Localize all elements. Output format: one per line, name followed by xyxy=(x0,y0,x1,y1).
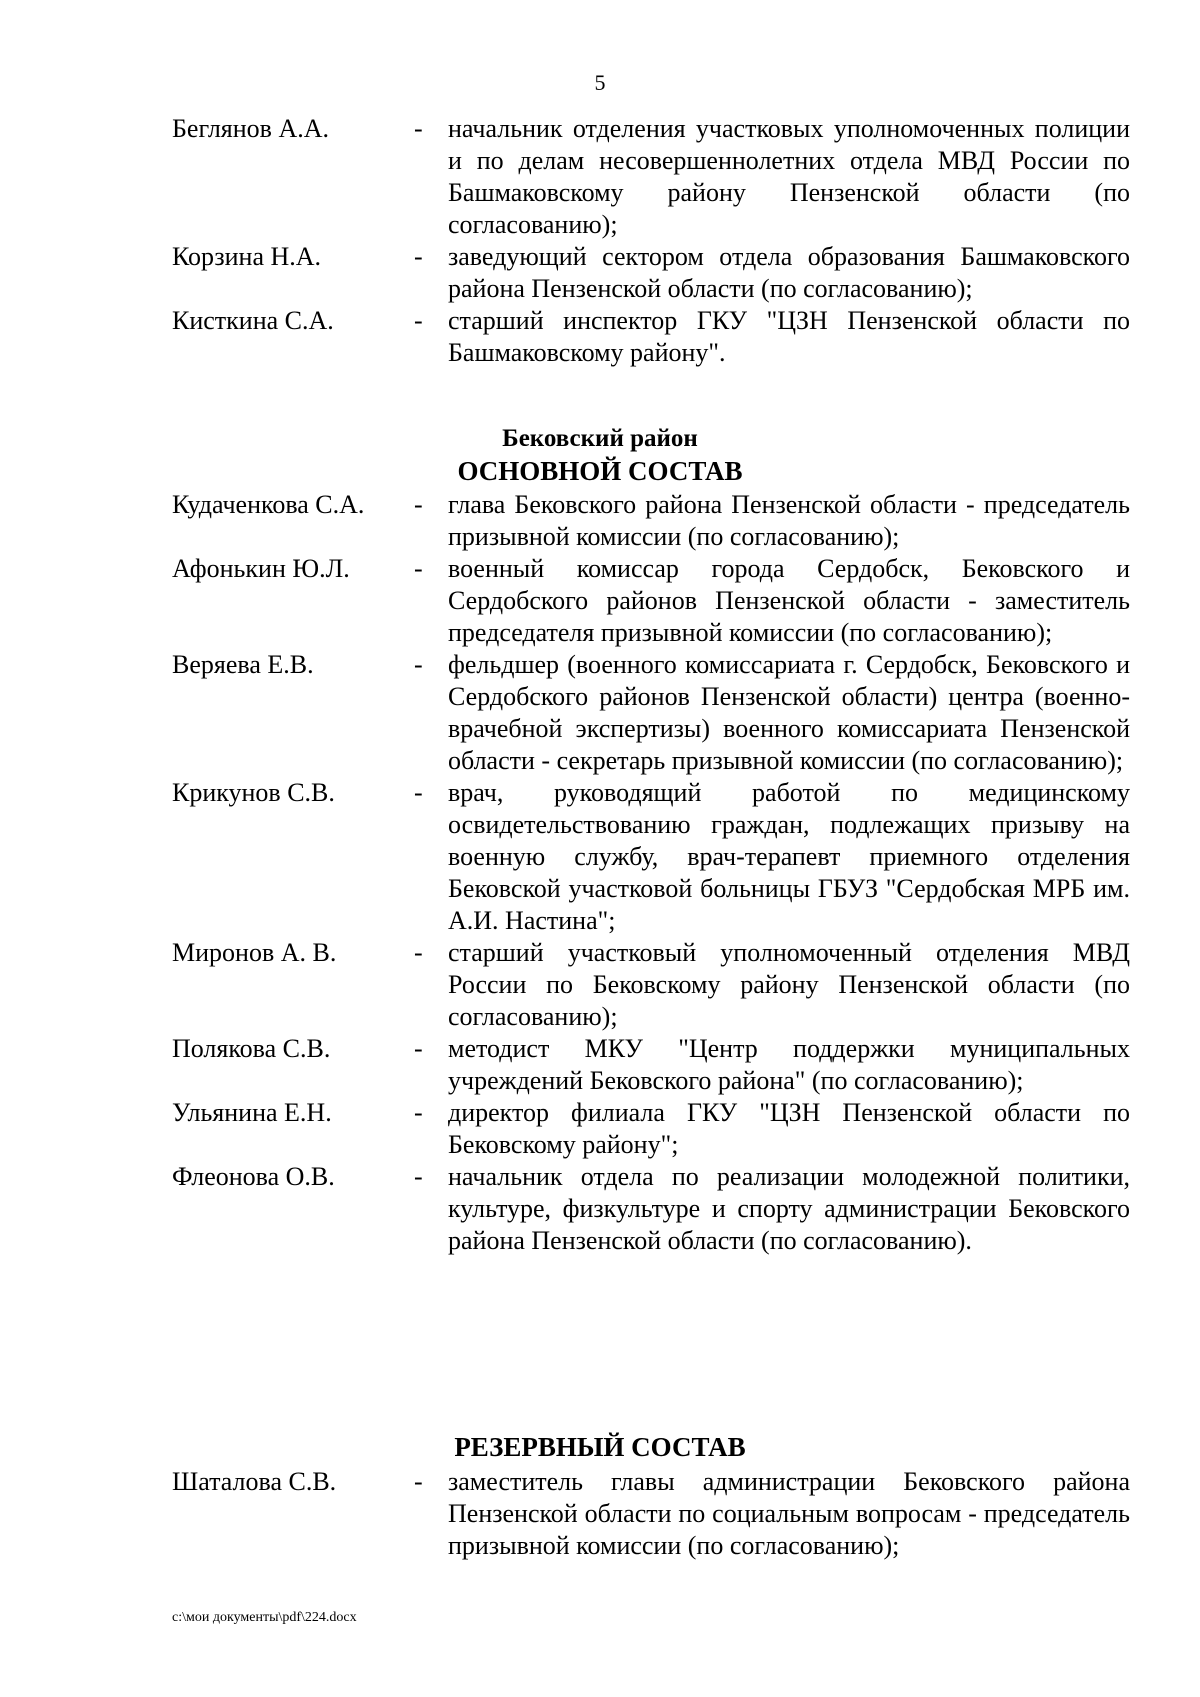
member-list-main xyxy=(172,489,1130,1257)
member-position: фельдшер (военного комиссариата г. Сердобск, Бековского и Сердобского районов Пензенской области) центра (военно-врачебной экспертизы) военного комиссариата Пензенской области - секретарь призывной комиссии (по согласованию); xyxy=(448,650,1130,775)
member-name: Корзина Н.А. xyxy=(172,242,322,271)
member-position: методист МКУ "Центр поддержки муниципальных учреждений Бековского района" (по согласованию); xyxy=(448,1034,1130,1095)
member-dash: - xyxy=(414,114,423,143)
member-dash: - xyxy=(414,1034,423,1063)
member-position: заместитель главы администрации Бековского района Пензенской области по социальным вопросам - председатель призывной комиссии (по согласованию); xyxy=(448,1467,1130,1560)
member-name: Веряева Е.В. xyxy=(172,650,314,679)
member-position: глава Бековского района Пензенской области - председатель призывной комиссии (по согласованию); xyxy=(448,490,1130,551)
member-name: Крикунов С.В. xyxy=(172,778,335,807)
member-dash: - xyxy=(414,242,423,271)
member-position: заведующий сектором отдела образования Башмаковского района Пензенской области (по согласованию); xyxy=(448,242,1130,303)
member-name: Флеонова О.В. xyxy=(172,1162,335,1191)
member-position: старший участковый уполномоченный отделения МВД России по Бековскому району Пензенской области (по согласованию); xyxy=(448,938,1130,1031)
member-position: начальник отделения участковых уполномоченных полиции и по делам несовершеннолетних отдела МВД России по Башмаковскому району Пензенской области (по согласованию); xyxy=(448,114,1130,239)
member-name: Ульянина Е.Н. xyxy=(172,1098,332,1127)
member-name: Шаталова С.В. xyxy=(172,1467,337,1496)
member-name: Полякова С.В. xyxy=(172,1034,331,1063)
member-entry xyxy=(172,489,1130,553)
member-name: Афонькин Ю.Л. xyxy=(172,554,350,583)
member-entry xyxy=(172,1033,1130,1097)
member-dash: - xyxy=(414,938,423,967)
member-name: Миронов А. В. xyxy=(172,938,337,967)
member-position: начальник отдела по реализации молодежной политики, культуре, физкультуре и спорту администрации Бековского района Пензенской области (по согласованию). xyxy=(448,1162,1130,1255)
member-entry xyxy=(172,649,1130,777)
member-name: Кудаченкова С.А. xyxy=(172,490,365,519)
member-entry xyxy=(172,1097,1130,1161)
file-path-footer: c:\мои документы\pdf\224.docx xyxy=(172,1610,357,1625)
member-dash: - xyxy=(414,490,423,519)
member-entry xyxy=(172,1161,1130,1257)
member-entry xyxy=(172,553,1130,649)
member-dash: - xyxy=(414,650,423,679)
district-title: Бековский район xyxy=(502,425,698,452)
member-position: военный комиссар города Сердобск, Бековского и Сердобского районов Пензенской области - заместитель председателя призывной комиссии (по согласованию); xyxy=(448,554,1130,647)
member-dash: - xyxy=(414,306,423,335)
member-position: старший инспектор ГКУ "ЦЗН Пензенской области по Башмаковскому району". xyxy=(448,306,1130,367)
member-entry xyxy=(172,305,1130,369)
member-dash: - xyxy=(414,778,423,807)
member-dash: - xyxy=(414,1162,423,1191)
member-dash: - xyxy=(414,554,423,583)
member-list-bashmakovsky xyxy=(172,113,1130,369)
member-entry xyxy=(172,1466,1130,1562)
page-number: 5 xyxy=(594,70,606,95)
member-name: Беглянов А.А. xyxy=(172,114,329,143)
member-name: Кисткина С.А. xyxy=(172,306,334,335)
member-entry xyxy=(172,937,1130,1033)
member-dash: - xyxy=(414,1467,423,1496)
member-dash: - xyxy=(414,1098,423,1127)
member-list-reserve xyxy=(172,1466,1130,1562)
reserve-composition-title: РЕЗЕРВНЫЙ СОСТАВ xyxy=(454,1432,746,1462)
member-entry xyxy=(172,777,1130,937)
member-entry xyxy=(172,241,1130,305)
member-position: врач, руководящий работой по медицинскому освидетельствованию граждан, подлежащих призыву на военную службу, врач-терапевт приемного отделения Бековской участковой больницы ГБУЗ "Сердобская МРБ им. А.И. Настина"; xyxy=(448,778,1130,935)
main-composition-title: ОСНОВНОЙ СОСТАВ xyxy=(457,456,743,486)
member-entry xyxy=(172,113,1130,241)
member-position: директор филиала ГКУ "ЦЗН Пензенской области по Бековскому району"; xyxy=(448,1098,1130,1159)
